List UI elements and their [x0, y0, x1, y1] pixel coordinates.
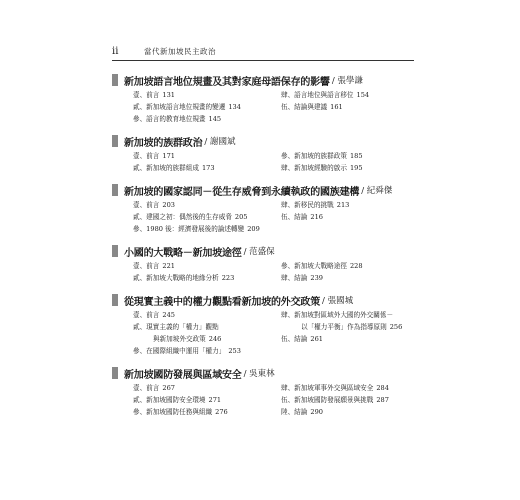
- entry-page: 205: [234, 213, 248, 221]
- toc-entry[interactable]: [133, 200, 265, 210]
- entry-title: 貳、新加坡國防安全環境: [133, 396, 206, 404]
- section-marker-bar: [112, 367, 118, 379]
- entry-title: 貳、新加坡的族群組成: [133, 164, 199, 172]
- section-author: / 謝國斌: [204, 137, 236, 147]
- toc-entry[interactable]: [133, 102, 265, 112]
- entry-title: 肆、新加坡軍事外交與區域安全: [281, 384, 374, 392]
- entry-title: 壹、前言: [133, 311, 160, 319]
- toc-section: [112, 292, 412, 356]
- entry-title: 伍、結論: [281, 335, 308, 343]
- toc-entry[interactable]: [133, 395, 265, 405]
- toc-entry[interactable]: [133, 261, 265, 271]
- toc-entry[interactable]: [281, 102, 431, 112]
- entry-grid: [133, 383, 412, 417]
- entry-page: 134: [228, 103, 241, 111]
- table-of-contents: [112, 72, 412, 426]
- running-title: 當代新加坡民主政治: [144, 47, 216, 56]
- section-title: 新加坡的族群政治: [124, 137, 203, 149]
- entry-page: 154: [356, 91, 370, 99]
- toc-entry[interactable]: [133, 90, 265, 100]
- entry-page: 256: [389, 323, 403, 331]
- toc-entry[interactable]: [281, 310, 431, 320]
- entry-page: 145: [208, 115, 222, 123]
- entry-grid: [133, 151, 412, 173]
- toc-entry[interactable]: [133, 407, 265, 417]
- entry-title: 參、在國際組織中運用「權力」: [133, 347, 226, 355]
- entry-title: 與新加坡外交政策: [153, 335, 206, 343]
- section-heading: [112, 365, 412, 381]
- entry-title: 貳、新加坡語言地位規畫的變遷: [133, 103, 226, 111]
- section-heading: [112, 243, 412, 259]
- entry-page: 209: [247, 225, 260, 233]
- entry-page: 228: [349, 262, 363, 270]
- entry-page: 173: [201, 164, 215, 172]
- entry-title: 參、語言的教育地位規畫: [133, 115, 206, 123]
- entry-title: 參、新加坡大戰略途徑: [281, 262, 347, 270]
- toc-entry[interactable]: [281, 212, 431, 222]
- entry-title: 壹、前言: [133, 152, 160, 160]
- section-author: / 張國城: [322, 296, 354, 306]
- toc-entry[interactable]: [133, 224, 265, 234]
- section-author: / 紀舜傑: [361, 186, 393, 196]
- toc-entry[interactable]: [133, 212, 265, 222]
- entry-title: 伍、新加坡國防發展願景與挑戰: [281, 396, 374, 404]
- toc-section: [112, 182, 412, 234]
- entry-title: 貳、新加坡大戰略的地緣分析: [133, 274, 219, 282]
- toc-entry[interactable]: [281, 407, 431, 417]
- section-title: 新加坡語言地位規畫及其對家庭母語保存的影響: [124, 76, 330, 88]
- entry-title: 肆、結論: [281, 274, 308, 282]
- toc-entry[interactable]: [133, 334, 265, 344]
- entry-title: 壹、前言: [133, 91, 160, 99]
- entry-title: 肆、新加坡對區域外大國的外交關係－: [281, 311, 394, 319]
- toc-entry[interactable]: [133, 151, 265, 161]
- entry-title: 壹、前言: [133, 384, 160, 392]
- toc-entry[interactable]: [281, 273, 431, 283]
- section-title: 新加坡的國家認同－從生存威脅到永續執政的國族建構: [124, 186, 360, 198]
- entry-page: 290: [310, 408, 323, 416]
- entry-title: 伍、結論與建議: [281, 103, 328, 111]
- section-title: 小國的大戰略－新加坡途徑: [124, 247, 242, 259]
- toc-section: [112, 243, 412, 283]
- section-heading: [112, 182, 412, 198]
- entry-page: 253: [228, 347, 241, 355]
- toc-entry[interactable]: [133, 163, 265, 173]
- entry-title: 伍、結論: [281, 213, 308, 221]
- section-marker-bar: [112, 294, 118, 306]
- entry-page: 245: [162, 311, 175, 319]
- section-heading: [112, 292, 412, 308]
- page-header: [112, 46, 216, 57]
- entry-title: 壹、前言: [133, 262, 160, 270]
- section-author: / 張學謙: [331, 76, 363, 86]
- toc-entry[interactable]: [133, 383, 265, 393]
- entry-page: 267: [162, 384, 175, 392]
- section-title: 新加坡國防發展與區域安全: [124, 369, 242, 381]
- entry-page: 221: [162, 262, 175, 270]
- entry-title: 貳、現實主義的「權力」觀點: [133, 323, 219, 331]
- entry-title: 參、1980 後：經濟發展後的論述轉變: [133, 225, 245, 233]
- entry-title: 壹、前言: [133, 201, 160, 209]
- toc-entry[interactable]: [281, 200, 431, 210]
- toc-entry[interactable]: [133, 114, 265, 124]
- entry-page: 223: [221, 274, 235, 282]
- section-title: 從現實主義中的權力觀點看新加坡的外交政策: [124, 296, 320, 308]
- toc-entry[interactable]: [133, 322, 265, 332]
- entry-page: 261: [310, 335, 323, 343]
- section-heading: [112, 72, 412, 88]
- entry-page: 271: [208, 396, 222, 404]
- entry-title: 參、新加坡的族群政策: [281, 152, 347, 160]
- entry-title: 肆、新移民的挑戰: [281, 201, 334, 209]
- entry-page: 216: [310, 213, 323, 221]
- section-heading: [112, 133, 412, 149]
- entry-page: 276: [215, 408, 228, 416]
- entry-page: 171: [162, 152, 175, 160]
- entry-page: 213: [336, 201, 350, 209]
- toc-section: [112, 133, 412, 173]
- entry-grid: [133, 90, 412, 124]
- toc-entry[interactable]: [133, 346, 265, 356]
- section-author: / 吳東林: [243, 369, 275, 379]
- entry-title: 參、新加坡國防任務與組織: [133, 408, 213, 416]
- entry-title: 肆、語言地位與語言移位: [281, 91, 354, 99]
- entry-grid: [133, 200, 412, 234]
- entry-title: 以「權力平衡」作為指導原則: [301, 323, 387, 331]
- entry-page: 131: [162, 91, 175, 99]
- entry-page: 203: [162, 201, 175, 209]
- section-marker-bar: [112, 184, 118, 196]
- entry-page: 287: [376, 396, 389, 404]
- toc-entry[interactable]: [281, 163, 431, 173]
- entry-page: 246: [208, 335, 222, 343]
- entry-title: 陸、結論: [281, 408, 308, 416]
- toc-entry[interactable]: [281, 395, 431, 405]
- toc-entry[interactable]: [281, 151, 431, 161]
- entry-grid: [133, 310, 412, 356]
- section-author: / 范盛保: [243, 247, 275, 257]
- toc-entry[interactable]: [133, 273, 265, 283]
- entry-page: 239: [310, 274, 323, 282]
- toc-entry[interactable]: [281, 334, 431, 344]
- entry-grid: [133, 261, 412, 283]
- toc-entry[interactable]: [281, 90, 431, 100]
- entry-page: 284: [376, 384, 389, 392]
- toc-entry[interactable]: [133, 310, 265, 320]
- section-marker-bar: [112, 135, 118, 147]
- section-marker-bar: [112, 74, 118, 86]
- toc-entry[interactable]: [281, 322, 431, 332]
- toc-entry[interactable]: [281, 383, 431, 393]
- header-rule: [112, 60, 414, 61]
- toc-entry[interactable]: [281, 261, 431, 271]
- entry-title: 肆、新加坡經驗的啟示: [281, 164, 347, 172]
- entry-page: 195: [349, 164, 363, 172]
- toc-section: [112, 72, 412, 124]
- page-number: ii: [112, 46, 119, 57]
- toc-section: [112, 365, 412, 417]
- entry-title: 貳、建國之初：偶然後的生存威脅: [133, 213, 232, 221]
- entry-page: 161: [330, 103, 343, 111]
- entry-page: 185: [349, 152, 363, 160]
- section-marker-bar: [112, 245, 118, 257]
